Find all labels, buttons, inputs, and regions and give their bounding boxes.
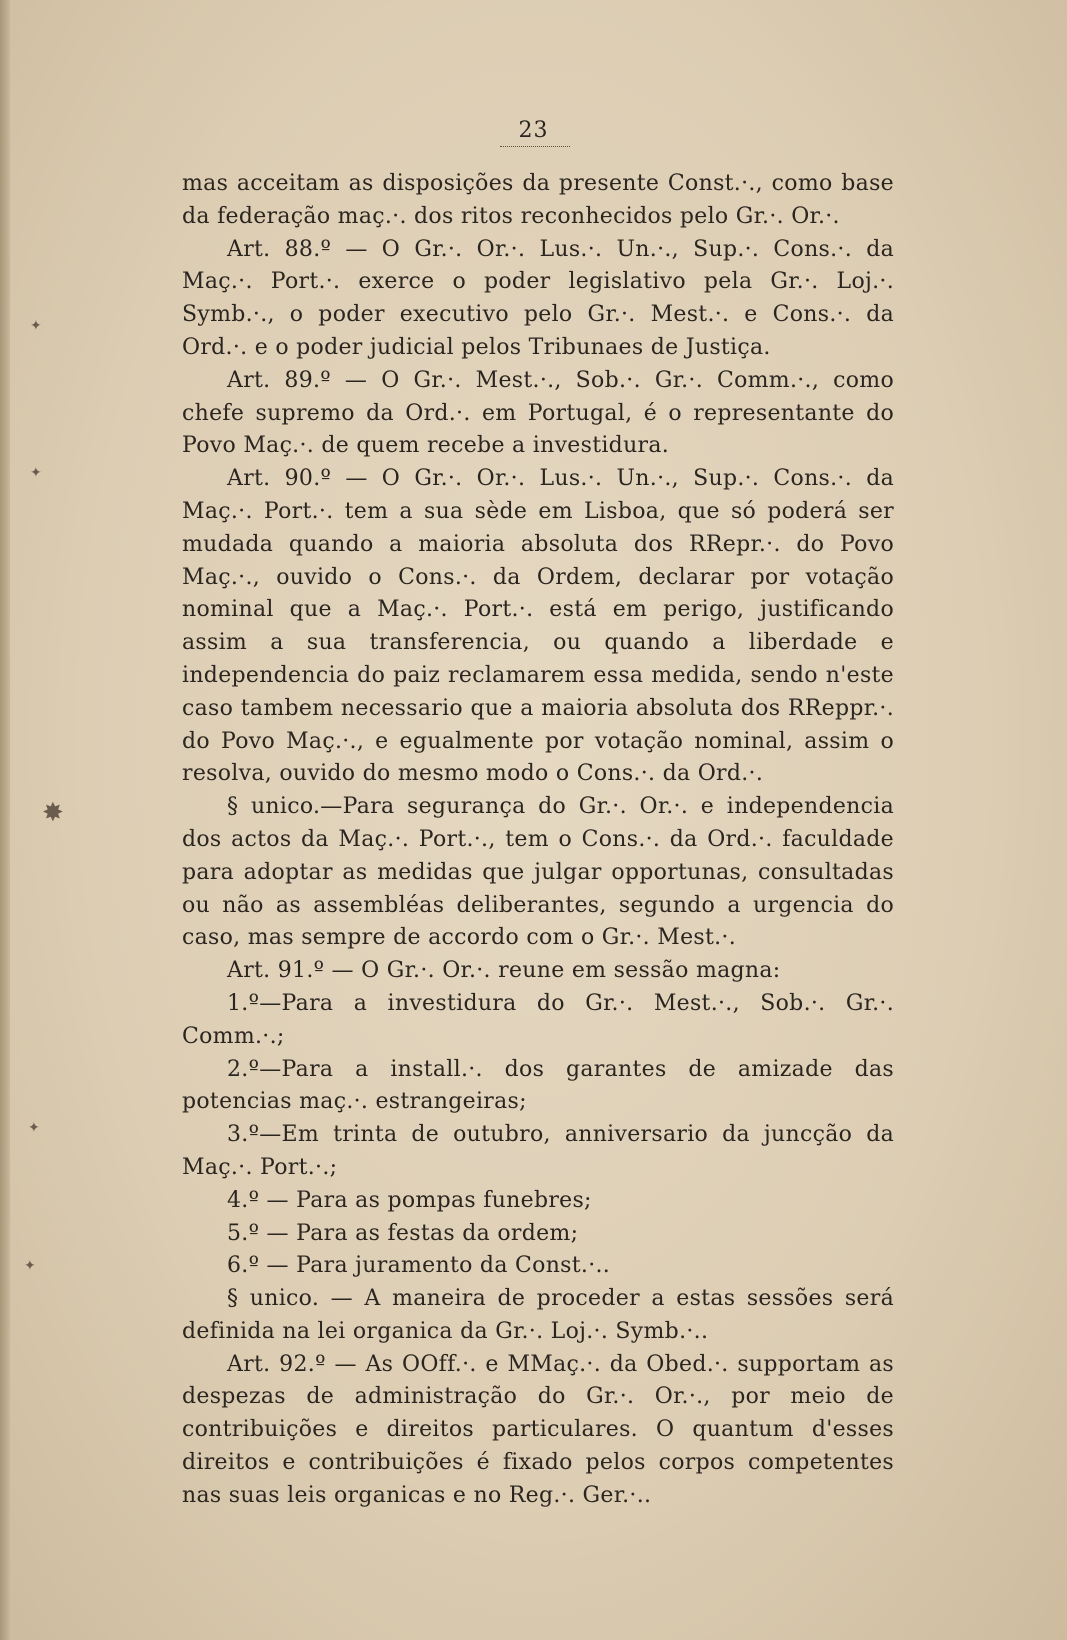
paragraph: Art. 92.º — As OOff.·. e MMaç.·. da Obed.·. supportam as despezas de administração do Gr.·. Or.·., por meio de contribuições e direitos particulares. O quantum d'esses direitos e contribuições é fixado pelos corpos competentes nas suas leis organicas e no Reg.·. Ger.·.. bbox=[182, 1351, 894, 1508]
speck-mark: ✦ bbox=[30, 318, 42, 334]
list-item: 4.º — Para as pompas funebres; bbox=[227, 1187, 592, 1213]
list-item: 1.º—Para a investidura do Gr.·. Mest.·., Sob.·. Gr.·. Comm.·.; bbox=[182, 990, 894, 1049]
paragraph: Art. 90.º — O Gr.·. Or.·. Lus.·. Un.·., Sup.·. Cons.·. da Maç.·. Port.·. tem a sua sède em Lisboa, que só poderá ser mudada quando a maioria absoluta dos RRepr.·. do Povo Maç.·., ouvido o Cons.·. da Ordem, declarar por votação nominal que a Maç.·. Port.·. está em perigo, justificando assim a sua transferencia, ou quando a liberdade e independencia do paiz reclamarem essa medida, sendo n'este caso tambem necessario que a maioria absoluta dos RReppr.·. do Povo Maç.·., e egualmente por votação nominal, assim o resolva, ouvido do mesmo modo o Cons.·. da Ord.·. bbox=[182, 466, 894, 787]
list-item: 6.º — Para juramento da Const.·.. bbox=[227, 1253, 611, 1279]
list-item: 2.º—Para a install.·. dos garantes de amizade das potencias maç.·. estrangeiras; bbox=[182, 1056, 894, 1115]
ink-blot-mark: ✸ bbox=[42, 798, 64, 828]
body-text bbox=[182, 168, 894, 1513]
page-number: 23 bbox=[518, 118, 549, 143]
speck-mark: ✦ bbox=[30, 465, 42, 481]
paragraph: Art. 89.º — O Gr.·. Mest.·., Sob.·. Gr.·. Comm.·., como chefe supremo da Ord.·. em Portugal, é o representante do Povo Maç.·. de quem recebe a investidura. bbox=[182, 367, 894, 459]
page-binding-edge bbox=[0, 0, 10, 1640]
paragraph: mas acceitam as disposições da presente Const.·., como base da federação maç.·. dos ritos reconhecidos pelo Gr.·. Or.·. bbox=[182, 171, 894, 229]
list-item: 5.º — Para as festas da ordem; bbox=[227, 1220, 579, 1246]
paragraph: § unico.—Para segurança do Gr.·. Or.·. e independencia dos actos da Maç.·. Port.·., tem o Cons.·. da Ord.·. faculdade para adoptar as medidas que julgar opportunas, consultadas ou não as assembléas deliberantes, segundo a urgencia do caso, mas sempre de accordo com o Gr.·. Mest.·. bbox=[182, 794, 894, 951]
paragraph: Art. 88.º — O Gr.·. Or.·. Lus.·. Un.·., Sup.·. Cons.·. da Maç.·. Port.·. exerce o poder legislativo pela Gr.·. Loj.·. Symb.·., o poder executivo pelo Gr.·. Mest.·. e Cons.·. da Ord.·. e o poder judicial pelos Tribunaes de Justiça. bbox=[182, 236, 894, 360]
list-item: 3.º—Em trinta de outubro, anniversario da juncção da Maç.·. Port.·.; bbox=[182, 1122, 894, 1180]
paragraph: § unico. — A maneira de proceder a estas sessões será definida na lei organica da Gr.·. Loj.·. Symb.·.. bbox=[182, 1286, 894, 1344]
speck-mark: ✦ bbox=[28, 1120, 40, 1136]
speck-mark: ✦ bbox=[24, 1258, 36, 1274]
page-number-rule bbox=[500, 146, 570, 147]
paragraph: Art. 91.º — O Gr.·. Or.·. reune em sessão magna: bbox=[227, 958, 781, 984]
